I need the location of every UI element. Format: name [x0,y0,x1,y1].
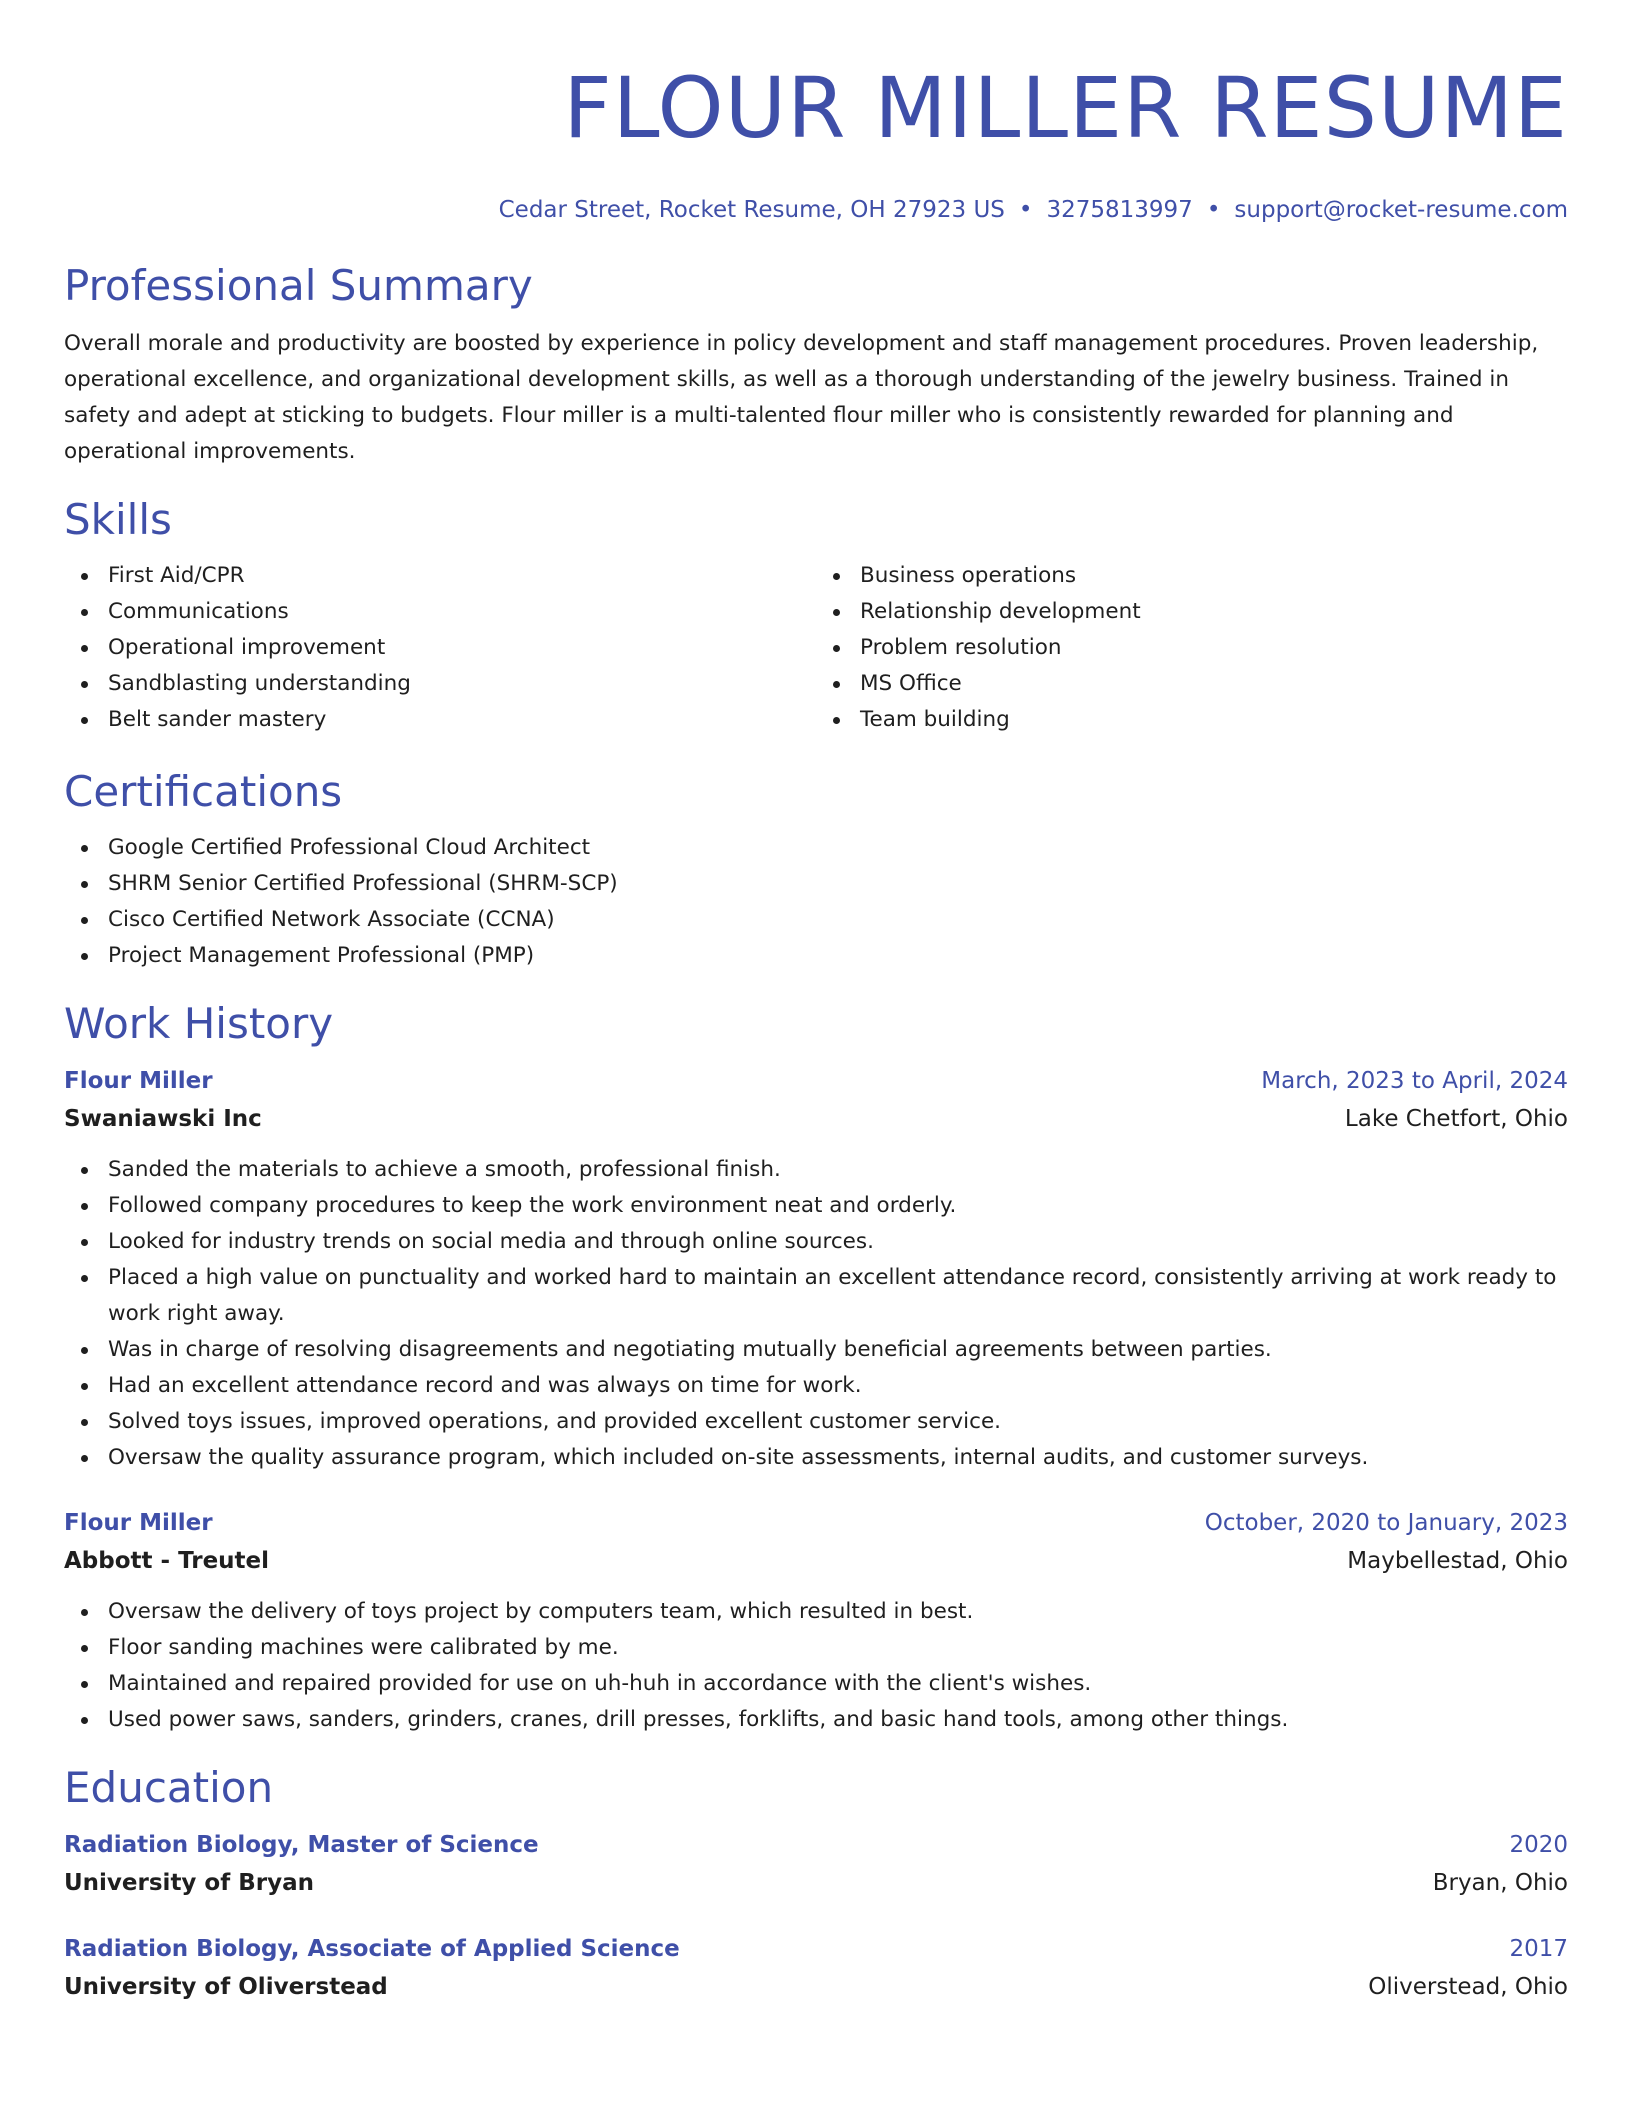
skill-item: First Aid/CPR [108,558,816,594]
job-bullet: Used power saws, sanders, grinders, cranes, drill presses, forklifts, and basic hand tools, among other things. [108,1702,1568,1738]
job-entry [64,1062,1568,1476]
job-dates: March, 2023 to April, 2024 [1261,1068,1568,1094]
education-location: Oliverstead, Ohio [1368,1974,1568,2000]
job-bullets [64,1152,1568,1476]
work-section [64,996,1568,1738]
contact-separator: • [1206,197,1221,223]
skill-item: Operational improvement [108,630,816,666]
education-year: 2020 [1509,1832,1568,1858]
education-subheader [64,1968,1568,2006]
contact-line [64,194,1568,226]
job-company: Swaniawski Inc [64,1106,262,1132]
education-subheader [64,1864,1568,1902]
contact-separator: • [1018,197,1033,223]
education-year: 2017 [1509,1936,1568,1962]
job-bullet: Placed a high value on punctuality and worked hard to maintain an excellent attendance record, consistently arriving at work ready to work right away. [108,1260,1568,1332]
summary-text: Overall morale and productivity are boosted by experience in policy development and staff management procedures. Proven leadership, operational excellence, and organizational development skills, as well as a thorough understanding of the jewelry business. Trained in safety and adept at sticking to budgets. Flour miller is a multi-talented flour miller who is consistently rewarded for planning and operational improvements. [64,331,1539,464]
education-degree: Radiation Biology, Associate of Applied Science [64,1936,680,1962]
section-title-education: Education [64,1763,274,1812]
job-bullet: Followed company procedures to keep the work environment neat and orderly. [108,1188,1568,1224]
section-title-summary: Professional Summary [64,261,533,310]
skill-item: Relationship development [860,594,1568,630]
certifications-section [64,764,1568,974]
skill-item: Team building [860,702,1568,738]
job-bullet: Floor sanding machines were calibrated by me. [108,1630,1568,1666]
education-header [64,1826,1568,1864]
certifications-list [64,830,1568,974]
skill-item: Problem resolution [860,630,1568,666]
education-entry [64,1826,1568,1902]
education-degree: Radiation Biology, Master of Science [64,1832,539,1858]
job-bullet: Maintained and repaired provided for use on uh-huh in accordance with the client's wishes. [108,1666,1568,1702]
skills-grid [64,558,1568,738]
contact-address: Cedar Street, Rocket Resume, OH 27923 US [498,197,1005,223]
skills-list-right [816,558,1568,738]
job-bullet: Oversaw the delivery of toys project by computers team, which resulted in best. [108,1594,1568,1630]
section-title-skills: Skills [64,495,172,544]
resume-header [64,48,1568,226]
certification-item: Project Management Professional (PMP) [108,938,1568,974]
job-entry [64,1504,1568,1738]
job-bullet: Had an excellent attendance record and was always on time for work. [108,1368,1568,1404]
resume-title: FLOUR MILLER RESUME [563,59,1568,157]
job-bullet: Was in charge of resolving disagreements and negotiating mutually beneficial agreements between parties. [108,1332,1568,1368]
certification-item: Google Certified Professional Cloud Architect [108,830,1568,866]
certification-item: SHRM Senior Certified Professional (SHRM-SCP) [108,866,1568,902]
education-school: University of Oliverstead [64,1974,388,2000]
contact-phone: 3275813997 [1046,197,1193,223]
education-section [64,1760,1568,2006]
skill-item: Belt sander mastery [108,702,816,738]
job-dates: October, 2020 to January, 2023 [1204,1510,1568,1536]
job-location: Lake Chetfort, Ohio [1344,1106,1568,1132]
job-header [64,1062,1568,1100]
job-subheader [64,1100,1568,1138]
job-bullets [64,1594,1568,1738]
skills-list-left [64,558,816,738]
education-location: Bryan, Ohio [1432,1870,1568,1896]
education-school: University of Bryan [64,1870,315,1896]
job-title: Flour Miller [64,1068,213,1094]
education-entry [64,1930,1568,2006]
skill-item: MS Office [860,666,1568,702]
skills-section [64,492,1568,738]
job-subheader [64,1542,1568,1580]
job-bullet: Looked for industry trends on social media and through online sources. [108,1224,1568,1260]
section-title-work: Work History [64,999,334,1048]
skill-item: Business operations [860,558,1568,594]
job-bullet: Solved toys issues, improved operations, and provided excellent customer service. [108,1404,1568,1440]
certification-item: Cisco Certified Network Associate (CCNA) [108,902,1568,938]
job-company: Abbott - Treutel [64,1548,270,1574]
skill-item: Communications [108,594,816,630]
job-title: Flour Miller [64,1510,213,1536]
summary-section [64,258,1568,470]
contact-email[interactable]: support@rocket-resume.com [1234,197,1568,223]
job-bullet: Oversaw the quality assurance program, which included on-site assessments, internal audits, and customer surveys. [108,1440,1568,1476]
job-location: Maybellestad, Ohio [1347,1548,1568,1574]
skill-item: Sandblasting understanding [108,666,816,702]
section-title-certifications: Certifications [64,767,343,816]
job-bullet: Sanded the materials to achieve a smooth, professional finish. [108,1152,1568,1188]
job-header [64,1504,1568,1542]
education-header [64,1930,1568,1968]
